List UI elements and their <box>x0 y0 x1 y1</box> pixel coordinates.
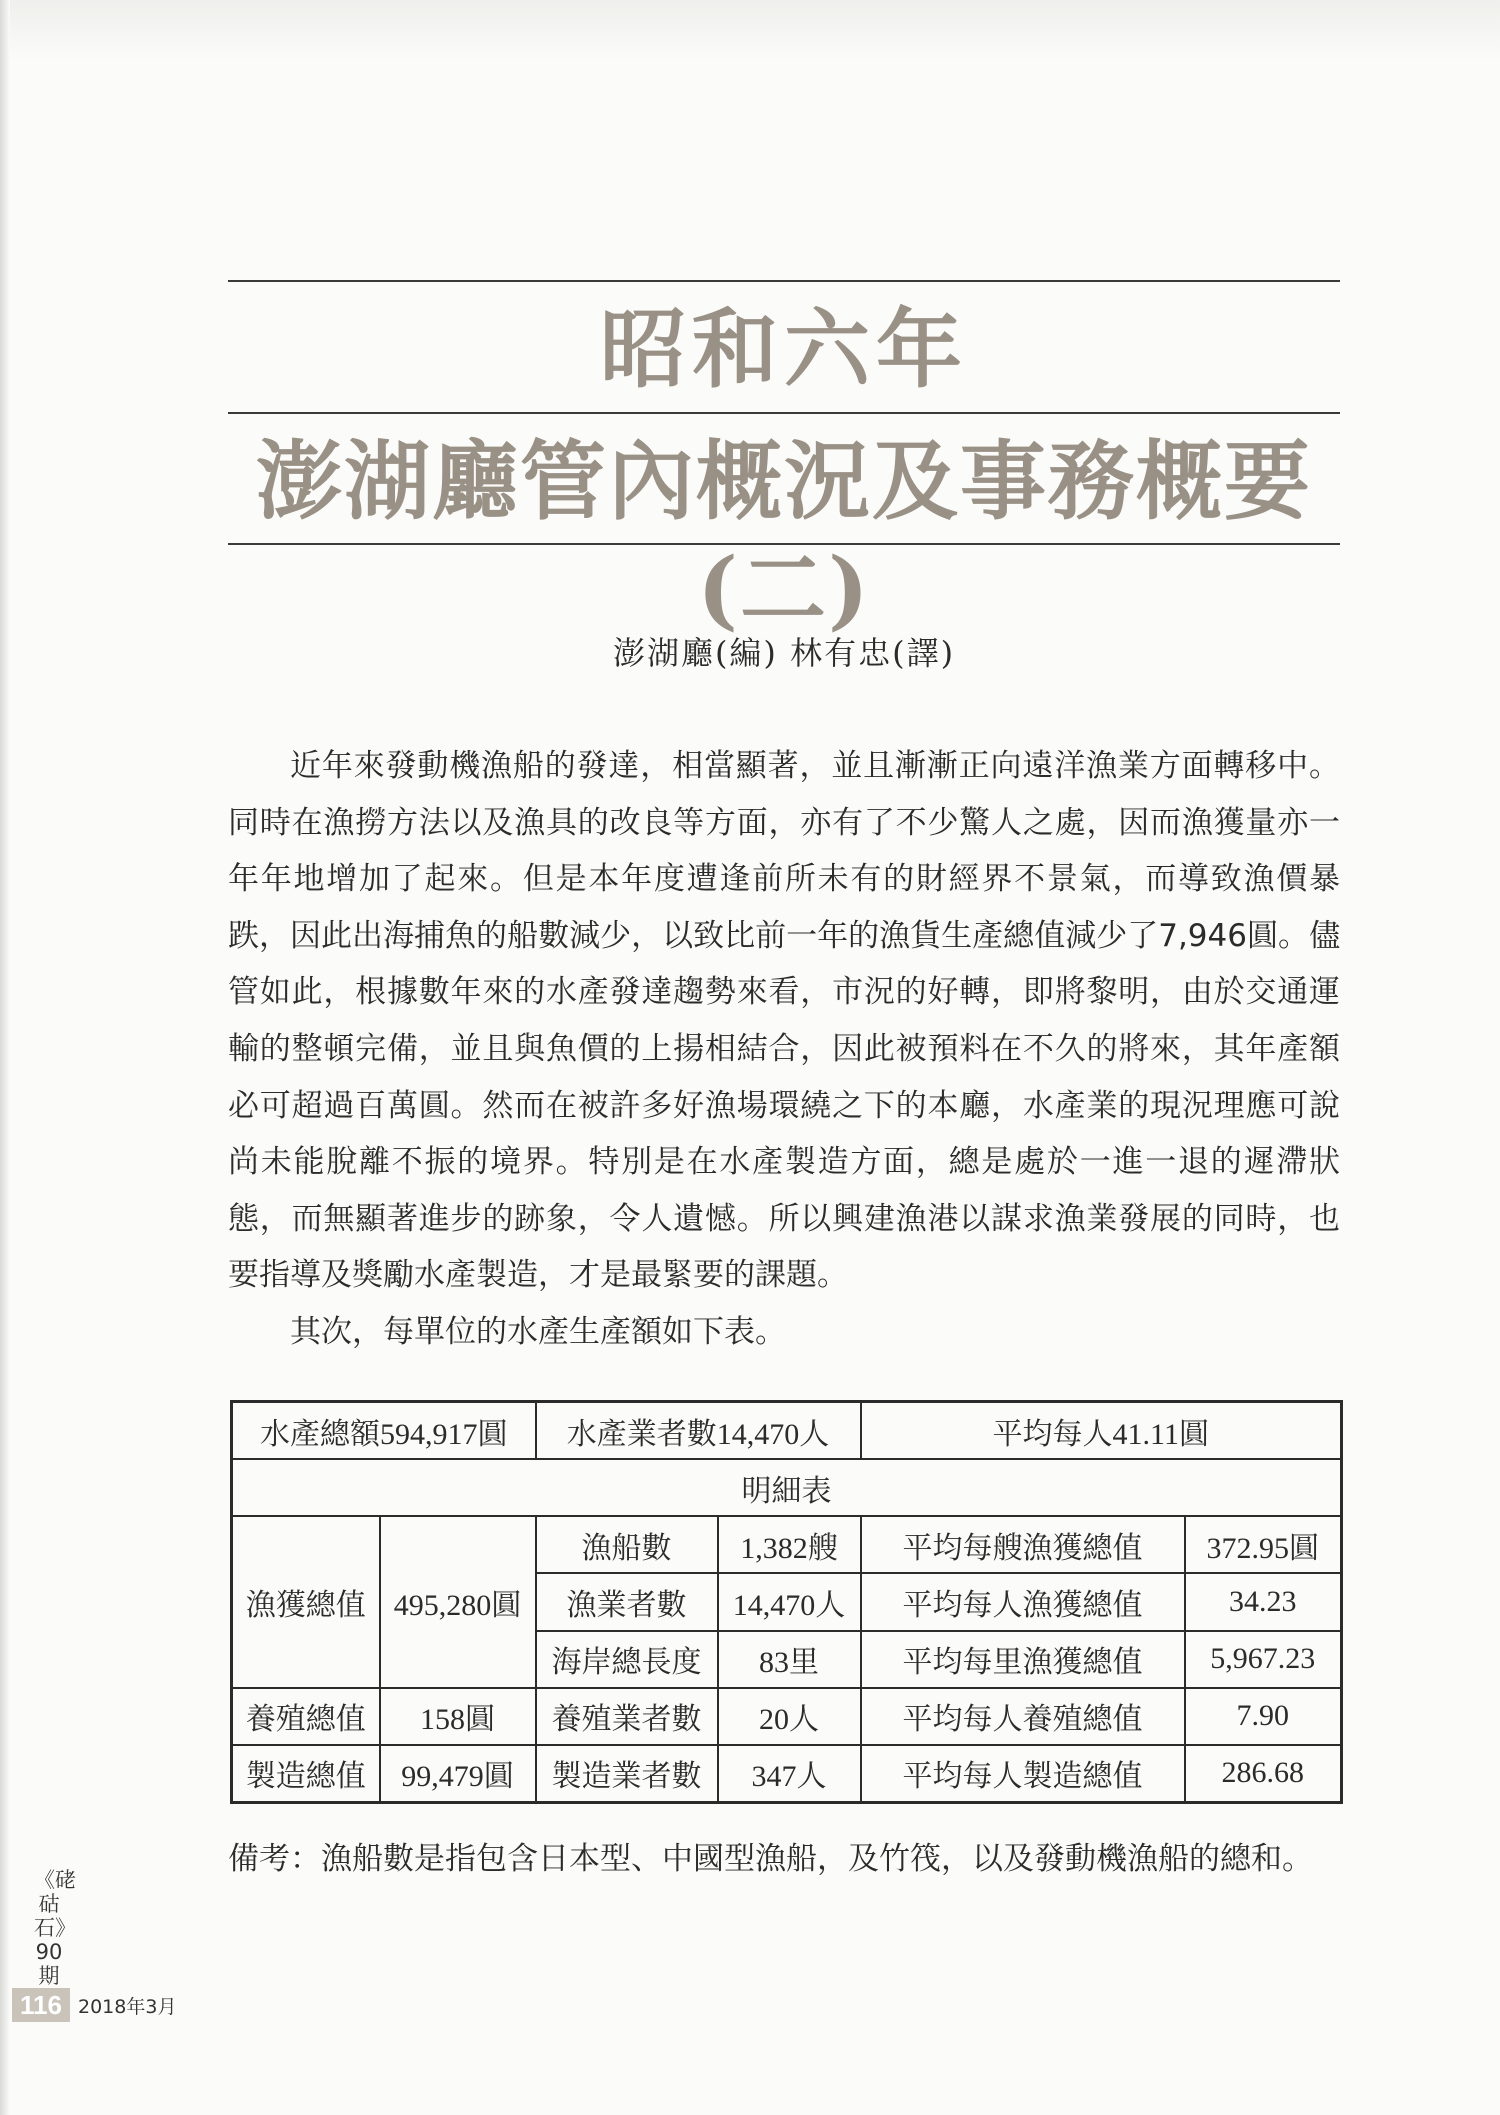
table-cell: 平均每人製造總值 <box>861 1745 1185 1803</box>
table-cell: 286.68 <box>1185 1745 1342 1803</box>
page-top-shade <box>0 0 1500 60</box>
issue-date: 2018年3月 <box>78 1996 177 2018</box>
table-cell: 14,470人 <box>718 1573 861 1630</box>
table-cell: 1,382艘 <box>718 1516 861 1573</box>
aquaculture-label: 養殖總值 <box>232 1688 380 1745</box>
title-bottom-rule <box>228 543 1340 545</box>
table-cell: 5,967.23 <box>1185 1631 1342 1688</box>
manufacturing-label: 製造總值 <box>232 1745 380 1803</box>
table-row <box>232 1688 1342 1745</box>
production-table <box>230 1400 1343 1804</box>
table-cell: 372.95圓 <box>1185 1516 1342 1573</box>
table-cell: 平均每艘漁獲總值 <box>861 1516 1185 1573</box>
table-cell: 平均每人養殖總值 <box>861 1688 1185 1745</box>
fishing-label: 漁獲總值 <box>232 1516 380 1687</box>
table-cell: 7.90 <box>1185 1688 1342 1745</box>
table-cell: 養殖業者數 <box>536 1688 718 1745</box>
table-cell: 平均每里漁獲總值 <box>861 1631 1185 1688</box>
table-note: 備考：漁船數是指包含日本型、中國型漁船，及竹筏，以及發動機漁船的總和。 <box>228 1841 1313 1877</box>
table-cell: 34.23 <box>1185 1573 1342 1630</box>
author-byline: 澎湖廳(編) 林有忠(譯) <box>612 634 956 672</box>
page-title-line1: 昭和六年 <box>600 299 968 400</box>
page-title-line2: 澎湖廳管內概況及事務概要(二) <box>256 431 1312 640</box>
summary-average: 平均每人41.11圓 <box>861 1402 1342 1460</box>
title-top-rule <box>228 280 1340 282</box>
table-row <box>232 1745 1342 1803</box>
article-body <box>228 738 1340 1361</box>
table-cell: 347人 <box>718 1745 861 1803</box>
table-cell: 製造業者數 <box>536 1745 718 1803</box>
table-cell: 漁船數 <box>536 1516 718 1573</box>
body-paragraph-1: 近年來發動機漁船的發達，相當顯著，並且漸漸正向遠洋漁業方面轉移中。同時在漁撈方法以及漁具的改良等方面，亦有了不少驚人之處，因而漁獲量亦一年年地增加了起來。但是本年度遭逢前所未有的財經界不景氣，而導致漁價暴跌，因此出海捕魚的船數減少，以致比前一年的漁貨生產總值減少了7,946圓。儘管如此，根據數年來的水產發達趨勢來看，市況的好轉，即將黎明，由於交通運輸的整頓完備，並且與魚價的上揚相結合，因此被預料在不久的將來，其年產額必可超過百萬圓。然而在被許多好漁場環繞之下的本廳，水產業的現況理應可說尚未能脫離不振的境界。特別是在水產製造方面，總是處於一進一退的遲滯狀態，而無顯著進步的跡象，令人遺憾。所以興建漁港以謀求漁業發展的同時，也要指導及獎勵水產製造，才是最緊要的課題。 <box>228 748 1340 1294</box>
manufacturing-value: 99,479圓 <box>380 1745 536 1803</box>
table-cell: 83里 <box>718 1631 861 1688</box>
table-cell: 平均每人漁獲總值 <box>861 1573 1185 1630</box>
table-cell: 海岸總長度 <box>536 1631 718 1688</box>
aquaculture-value: 158圓 <box>380 1688 536 1745</box>
summary-total: 水產總額594,917圓 <box>232 1402 536 1460</box>
body-paragraph-2: 其次，每單位的水產生產額如下表。 <box>290 1313 786 1350</box>
page-number: 116 <box>12 1988 70 2022</box>
table-summary-row <box>232 1402 1342 1460</box>
detail-header: 明細表 <box>232 1459 1342 1516</box>
table-detail-header-row <box>232 1459 1342 1516</box>
title-middle-rule <box>228 412 1340 414</box>
table-cell: 20人 <box>718 1688 861 1745</box>
summary-workers: 水產業者數14,470人 <box>536 1402 861 1460</box>
table-row <box>232 1516 1342 1573</box>
magazine-name: 《硓𥑮石》90期 <box>34 1868 76 1988</box>
table-cell: 漁業者數 <box>536 1573 718 1630</box>
fishing-value: 495,280圓 <box>380 1516 536 1687</box>
page-edge-shadow <box>0 0 10 2115</box>
